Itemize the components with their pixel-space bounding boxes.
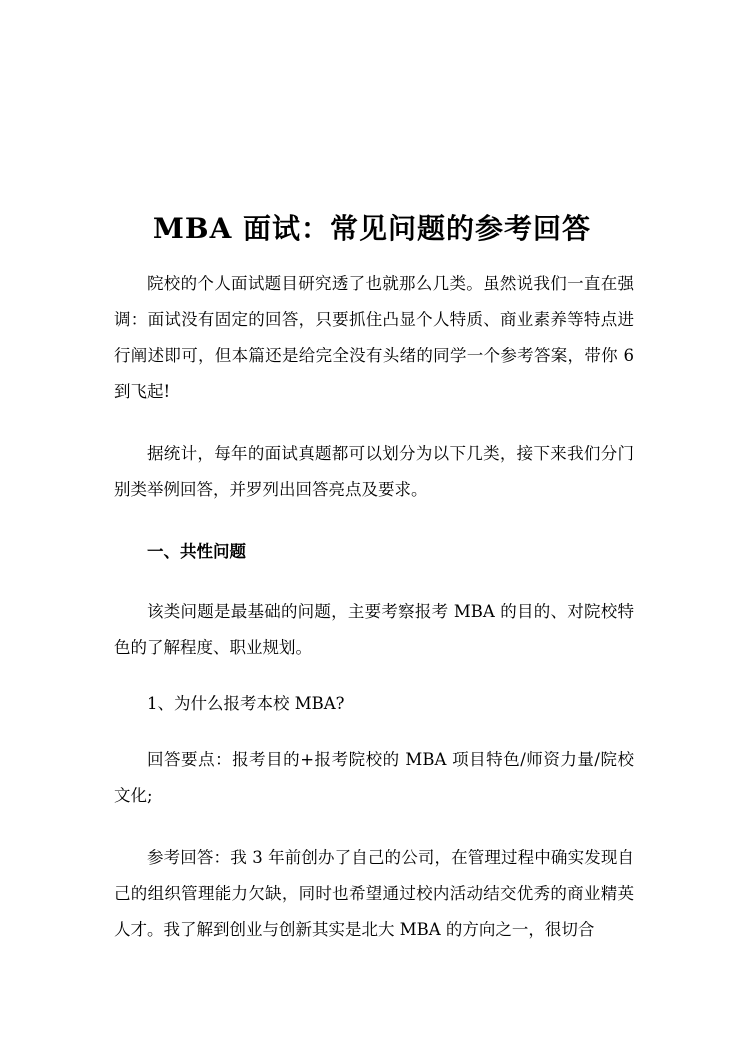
reference-answer-paragraph: 参考回答：我 3 年前创办了自己的公司，在管理过程中确实发现自己的组织管理能力欠缺，同时也希望通过校内活动结交优秀的商业精英人才。我了解到创业与创新其实是北大 MBA 的方向之一，很切合: [114, 848, 634, 939]
section-heading: 一、共性问题: [147, 542, 246, 561]
answer-points-paragraph: 回答要点：报考目的+报考院校的 MBA 项目特色/师资力量/院校文化;: [114, 750, 634, 805]
stats-paragraph: 据统计，每年的面试真题都可以划分为以下几类，接下来我们分门别类举例回答，并罗列出回答亮点及要求。: [114, 444, 634, 499]
intro-paragraph: 院校的个人面试题目研究透了也就那么几类。虽然说我们一直在强调：面试没有固定的回答，只要抓住凸显个人特质、商业素养等特点进行阐述即可，但本篇还是给完全没有头绪的同学一个参考答案，带你 6 到飞起!: [114, 274, 634, 401]
question-item: 1、为什么报考本校 MBA?: [147, 694, 345, 713]
document-title: MBA 面试：常见问题的参考回答: [152, 212, 592, 245]
section-intro-paragraph: 该类问题是最基础的问题，主要考察报考 MBA 的目的、对院校特色的了解程度、职业规划。: [114, 602, 634, 657]
